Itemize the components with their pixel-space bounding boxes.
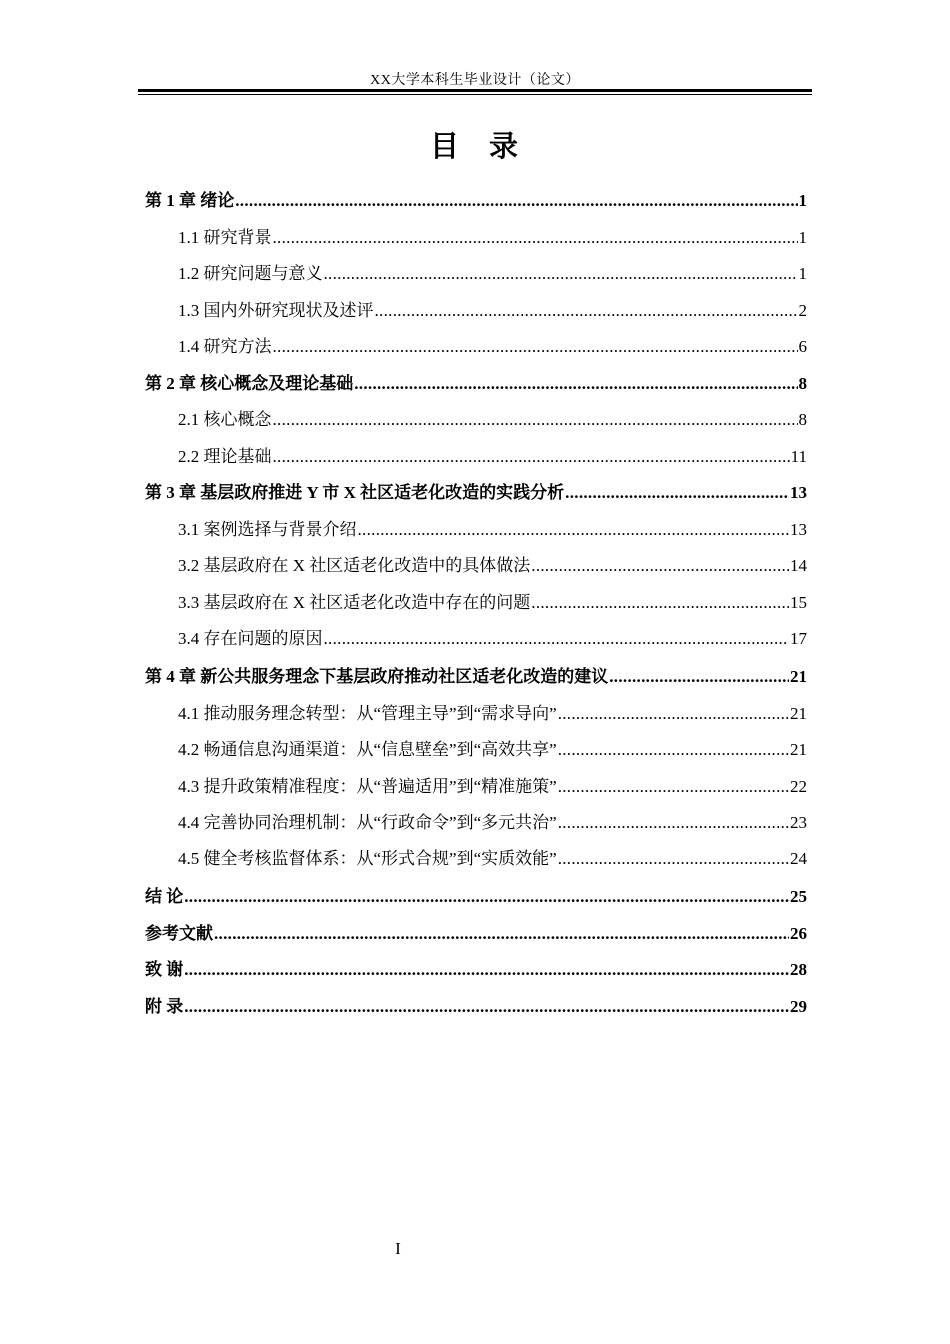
toc-section-entry[interactable] (178, 335, 807, 359)
toc-entry-text: 1.4 研究方法 (178, 337, 272, 356)
toc-section-entry[interactable] (178, 627, 807, 651)
toc-leader-dots (531, 554, 789, 578)
toc-entry-page: 29 (790, 997, 807, 1016)
toc-section-entry[interactable] (178, 811, 807, 835)
toc-leader-dots (609, 665, 789, 689)
toc-entry-text: 1.3 国内外研究现状及述评 (178, 301, 374, 320)
toc-leader-dots (558, 738, 789, 762)
toc-chapter-entry[interactable] (145, 372, 807, 396)
toc-leader-dots (273, 445, 790, 469)
toc-leader-dots (273, 226, 798, 250)
toc-leader-dots (235, 189, 797, 213)
running-header: XX大学本科生毕业设计（论文） (370, 73, 580, 88)
toc-entry-page: 22 (790, 777, 807, 796)
toc-leader-dots (324, 262, 798, 286)
toc-entry-page: 28 (790, 960, 807, 979)
toc-entry-page: 21 (790, 740, 807, 759)
toc-entry-page: 1 (798, 191, 807, 210)
toc-chapter-entry[interactable] (145, 481, 807, 505)
toc-entry-page: 23 (790, 813, 807, 832)
toc-leader-dots (558, 775, 789, 799)
toc-chapter-entry[interactable] (145, 995, 807, 1019)
toc-entry-text: 2.1 核心概念 (178, 410, 272, 429)
toc-leader-dots (324, 627, 790, 651)
toc-section-entry[interactable] (178, 226, 807, 250)
toc-entry-page: 11 (790, 447, 807, 466)
toc-entry-text: 4.5 健全考核监督体系：从“形式合规”到“实质效能” (178, 849, 557, 868)
toc-entry-page: 15 (790, 593, 807, 612)
toc-entry-page: 8 (798, 374, 807, 393)
toc-leader-dots (214, 922, 789, 946)
toc-leader-dots (558, 811, 789, 835)
toc-leader-dots (354, 372, 797, 396)
toc-leader-dots (184, 995, 789, 1019)
toc-entry-text: 第 1 章 绪论 (145, 191, 235, 210)
toc-entry-text: 结 论 (145, 887, 184, 906)
toc-entry-page: 17 (790, 629, 807, 648)
toc-leader-dots (565, 481, 789, 505)
toc-entry-page: 26 (790, 924, 807, 943)
toc-entry-page: 25 (790, 887, 807, 906)
toc-entry-page: 13 (790, 520, 807, 539)
toc-entry-text: 参考文献 (145, 924, 213, 943)
toc-entry-text: 4.1 推动服务理念转型：从“管理主导”到“需求导向” (178, 704, 557, 723)
toc-entry-text: 3.2 基层政府在 X 社区适老化改造中的具体做法 (178, 556, 531, 575)
toc-entry-page: 21 (790, 667, 807, 686)
toc-entry-page: 1 (798, 264, 807, 283)
toc-entry-text: 第 2 章 核心概念及理论基础 (145, 374, 354, 393)
toc-entry-text: 3.1 案例选择与背景介绍 (178, 520, 357, 539)
toc-entry-page: 14 (790, 556, 807, 575)
toc-entry-text: 4.2 畅通信息沟通渠道：从“信息壁垒”到“高效共享” (178, 740, 557, 759)
toc-entry-text: 3.3 基层政府在 X 社区适老化改造中存在的问题 (178, 593, 531, 612)
toc-section-entry[interactable] (178, 775, 807, 799)
toc-chapter-entry[interactable] (145, 665, 807, 689)
toc-section-entry[interactable] (178, 262, 807, 286)
toc-entry-page: 2 (798, 301, 807, 320)
toc-entry-page: 8 (798, 410, 807, 429)
page-number: I (395, 1239, 401, 1258)
toc-entry-page: 24 (790, 849, 807, 868)
toc-chapter-entry[interactable] (145, 922, 807, 946)
toc-chapter-entry[interactable] (145, 885, 807, 909)
toc-entry-text: 致 谢 (145, 960, 184, 979)
toc-entry-text: 2.2 理论基础 (178, 447, 272, 466)
toc-entry-text: 4.4 完善协同治理机制：从“行政命令”到“多元共治” (178, 813, 557, 832)
toc-leader-dots (184, 885, 789, 909)
toc-entry-text: 附 录 (145, 997, 184, 1016)
toc-chapter-entry[interactable] (145, 189, 807, 213)
toc-section-entry[interactable] (178, 299, 807, 323)
toc-entry-text: 3.4 存在问题的原因 (178, 629, 323, 648)
toc-leader-dots (531, 591, 789, 615)
toc-leader-dots (558, 847, 789, 871)
toc-section-entry[interactable] (178, 445, 807, 469)
toc-leader-dots (273, 408, 798, 432)
toc-section-entry[interactable] (178, 702, 807, 726)
toc-entry-text: 1.2 研究问题与意义 (178, 264, 323, 283)
toc-leader-dots (375, 299, 798, 323)
toc-leader-dots (558, 702, 789, 726)
toc-entry-page: 13 (790, 483, 807, 502)
toc-entry-text: 4.3 提升政策精准程度：从“普遍适用”到“精准施策” (178, 777, 557, 796)
toc-section-entry[interactable] (178, 738, 807, 762)
toc-leader-dots (358, 518, 790, 542)
toc-entry-text: 第 4 章 新公共服务理念下基层政府推动社区适老化改造的建议 (145, 667, 609, 686)
toc-section-entry[interactable] (178, 847, 807, 871)
toc-section-entry[interactable] (178, 518, 807, 542)
toc-leader-dots (273, 335, 798, 359)
toc-entry-page: 1 (798, 228, 807, 247)
toc-entry-text: 1.1 研究背景 (178, 228, 272, 247)
toc-section-entry[interactable] (178, 408, 807, 432)
toc-title: 目 录 (429, 129, 529, 163)
toc-entry-page: 21 (790, 704, 807, 723)
toc-leader-dots (184, 958, 789, 982)
toc-section-entry[interactable] (178, 554, 807, 578)
toc-chapter-entry[interactable] (145, 958, 807, 982)
toc-section-entry[interactable] (178, 591, 807, 615)
toc-entry-text: 第 3 章 基层政府推进 Y 市 X 社区适老化改造的实践分析 (145, 483, 565, 502)
toc-entry-page: 6 (798, 337, 807, 356)
